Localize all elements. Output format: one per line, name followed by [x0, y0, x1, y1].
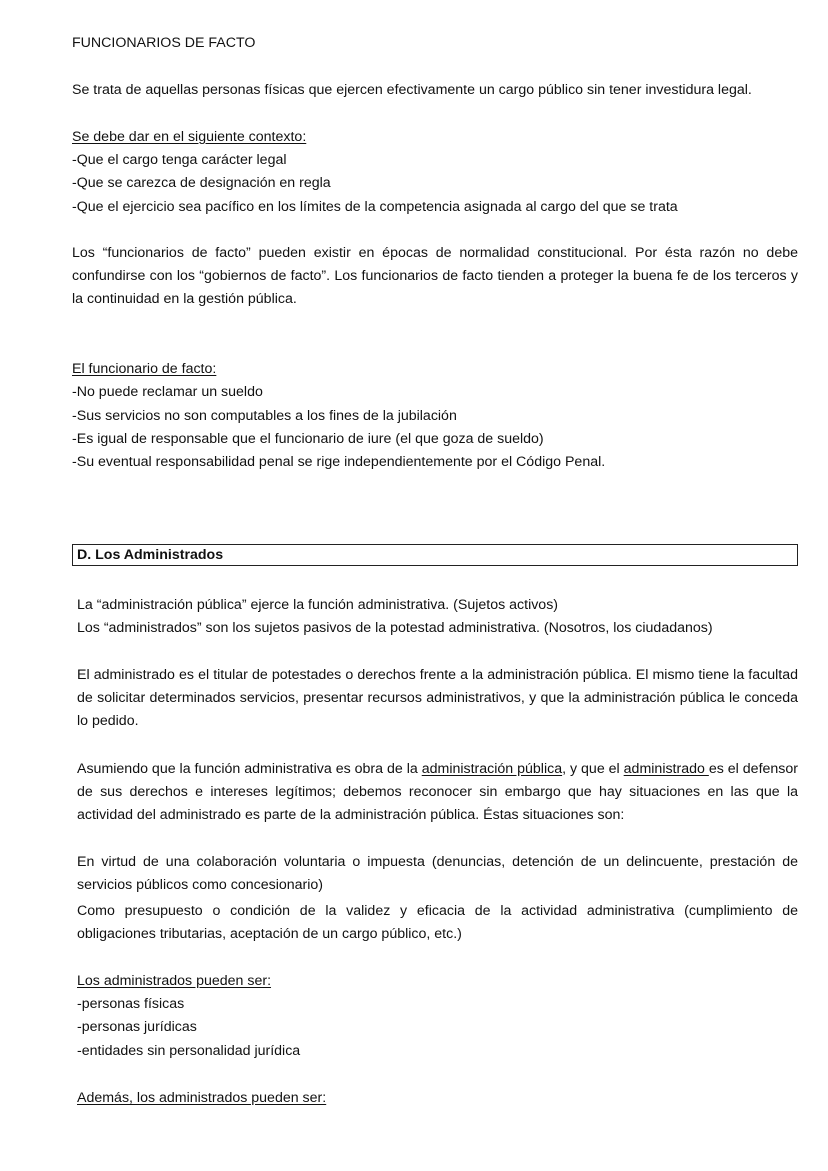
asumiendo-paragraph: [77, 758, 798, 828]
situation-bullet: [77, 900, 798, 946]
section-d-title: D. Los Administrados: [77, 547, 224, 563]
types-item: -personas físicas: [77, 996, 185, 1012]
asumiendo-text: , y que el: [562, 761, 624, 777]
context-item: -Que se carezca de designación en regla: [72, 175, 331, 191]
situation-bullet: [77, 851, 798, 897]
types-heading: Los administrados pueden ser:: [77, 973, 272, 989]
section-d-line: La “administración pública” ejerce la función administrativa. (Sujetos activos): [77, 597, 559, 613]
context-item: -Que el ejercicio sea pacífico en los límites de la competencia asignada al cargo del que se trata: [72, 199, 678, 215]
funcionario-item: -Su eventual responsabilidad penal se rige independientemente por el Código Penal.: [72, 454, 606, 470]
ademas-heading: Además, los administrados pueden ser:: [77, 1090, 327, 1106]
types-item: -entidades sin personalidad jurídica: [77, 1043, 301, 1059]
bullet-text: En virtud de una colaboración voluntaria o impuesta (denuncias, detención de un delincuente, prestación de servicios públicos como concesionario): [77, 854, 798, 894]
section-d-header: [72, 544, 798, 566]
funcionario-item: -No puede reclamar un sueldo: [72, 384, 263, 400]
bullet-text: Como presupuesto o condición de la validez y eficacia de la actividad administrativa (cumplimiento de obligaciones tributarias, aceptación de un cargo público, etc.): [77, 903, 798, 943]
asumiendo-text: es el defensor de sus derechos e intereses legítimos; debemos reconocer sin embargo que hay situaciones en las que la actividad del administrado es parte de la administración pública. Éstas situaciones son:: [77, 761, 798, 824]
asumiendo-text: Asumiendo que la función administrativa es obra de la: [77, 761, 422, 777]
page-title: FUNCIONARIOS DE FACTO: [72, 35, 256, 51]
titular-paragraph: El administrado es el titular de potestades o derechos frente a la administración pública. El mismo tiene la facultad de solicitar determinados servicios, presentar recursos administrativos, y que la administración pública le conceda lo pedido.: [77, 667, 798, 730]
section-d-line: Los “administrados” son los sujetos pasivos de la potestad administrativa. (Nosotros, los ciudadanos): [77, 620, 713, 636]
funcionario-item: -Es igual de responsable que el funcionario de iure (el que goza de sueldo): [72, 431, 544, 447]
types-item: -personas jurídicas: [77, 1019, 197, 1035]
funcionario-heading: El funcionario de facto:: [72, 361, 217, 377]
normality-paragraph: Los “funcionarios de facto” pueden existir en épocas de normalidad constitucional. Por ésta razón no debe confundirse con los “gobiernos de facto”. Los funcionarios de facto tienden a proteger la buena fe de los terceros y la continuidad en la gestión pública.: [72, 245, 798, 308]
administracion-publica-link: administración pública: [421, 761, 563, 777]
intro-paragraph: Se trata de aquellas personas físicas que ejercen efectivamente un cargo público sin tener investidura legal.: [72, 82, 752, 98]
administrado-link: administrado: [623, 761, 709, 777]
context-heading: Se debe dar en el siguiente contexto:: [72, 129, 307, 145]
context-item: -Que el cargo tenga carácter legal: [72, 152, 287, 168]
funcionario-item: -Sus servicios no son computables a los fines de la jubilación: [72, 408, 457, 424]
